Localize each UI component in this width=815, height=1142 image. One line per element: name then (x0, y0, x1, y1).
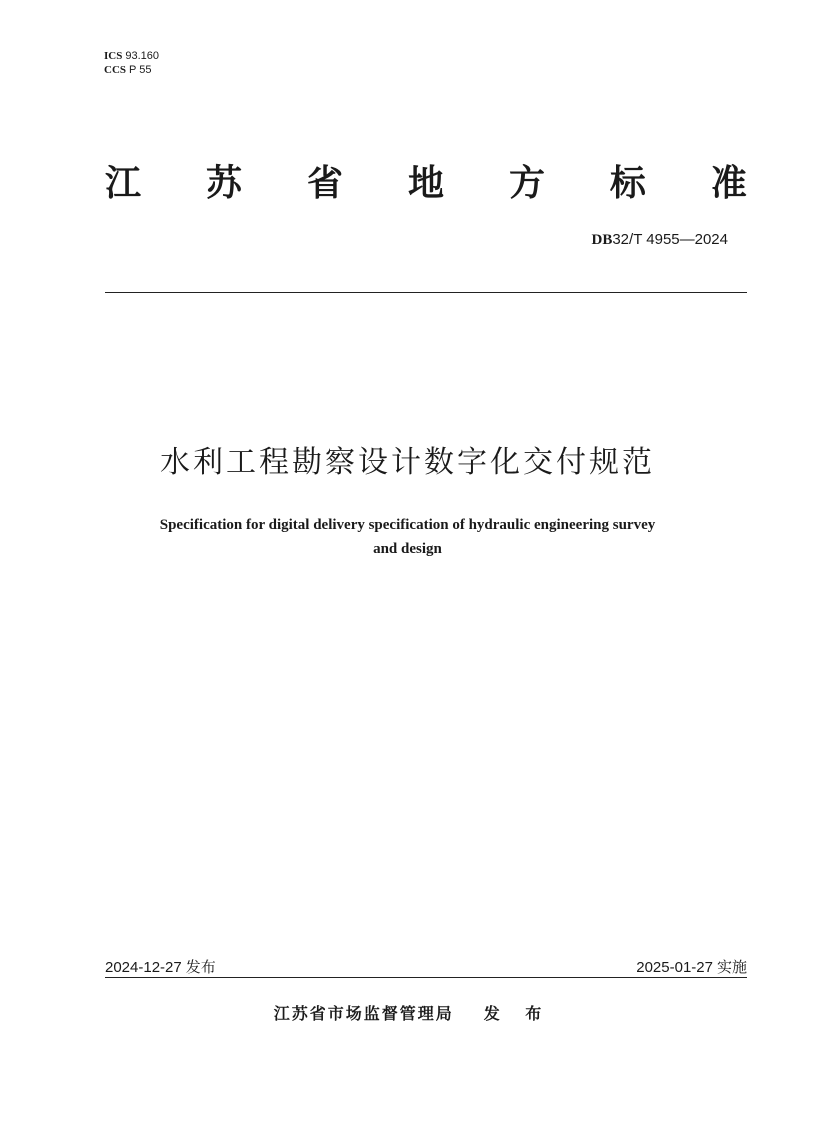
ics-label: ICS (104, 50, 123, 62)
issue-date (105, 956, 216, 977)
ics-code (104, 49, 159, 63)
ccs-label: CCS (104, 64, 127, 76)
issue-date-value: 2024-12-27 (105, 959, 182, 976)
classification-codes (104, 49, 159, 77)
standard-type-heading (105, 160, 747, 208)
footer-divider (105, 977, 747, 978)
publisher-line (0, 1001, 815, 1024)
ccs-value: P 55 (129, 64, 152, 76)
standard-type-char: 苏 (205, 163, 242, 204)
standard-type-char: 地 (407, 163, 444, 204)
implementation-date (636, 956, 747, 977)
standard-type-char: 江 (105, 163, 142, 204)
english-title-line-1: Specification for digital delivery specification of hydraulic engineering survey (159, 517, 656, 533)
implementation-date-label: 实施 (716, 958, 747, 976)
issue-date-label: 发布 (185, 958, 216, 976)
english-title-line-2: and design (373, 541, 442, 557)
standard-number-prefix: DB (591, 232, 613, 248)
standard-number-value: 32/T 4955—2024 (612, 231, 728, 248)
ics-value: 93.160 (125, 50, 159, 62)
ccs-code (104, 63, 159, 77)
standard-type-char: 标 (609, 163, 646, 204)
header-divider (105, 292, 747, 293)
publisher-action: 发 布 (483, 1004, 542, 1023)
standard-type-char: 方 (508, 163, 545, 204)
document-title-english (95, 513, 720, 561)
publisher-name: 江苏省市场监督管理局 (273, 1004, 454, 1023)
implementation-date-value: 2025-01-27 (636, 959, 713, 976)
standard-type-char: 准 (710, 163, 747, 204)
standard-number (592, 230, 729, 249)
document-title-chinese: 水利工程勘察设计数字化交付规范 (160, 445, 655, 480)
standard-type-char: 省 (306, 163, 343, 204)
